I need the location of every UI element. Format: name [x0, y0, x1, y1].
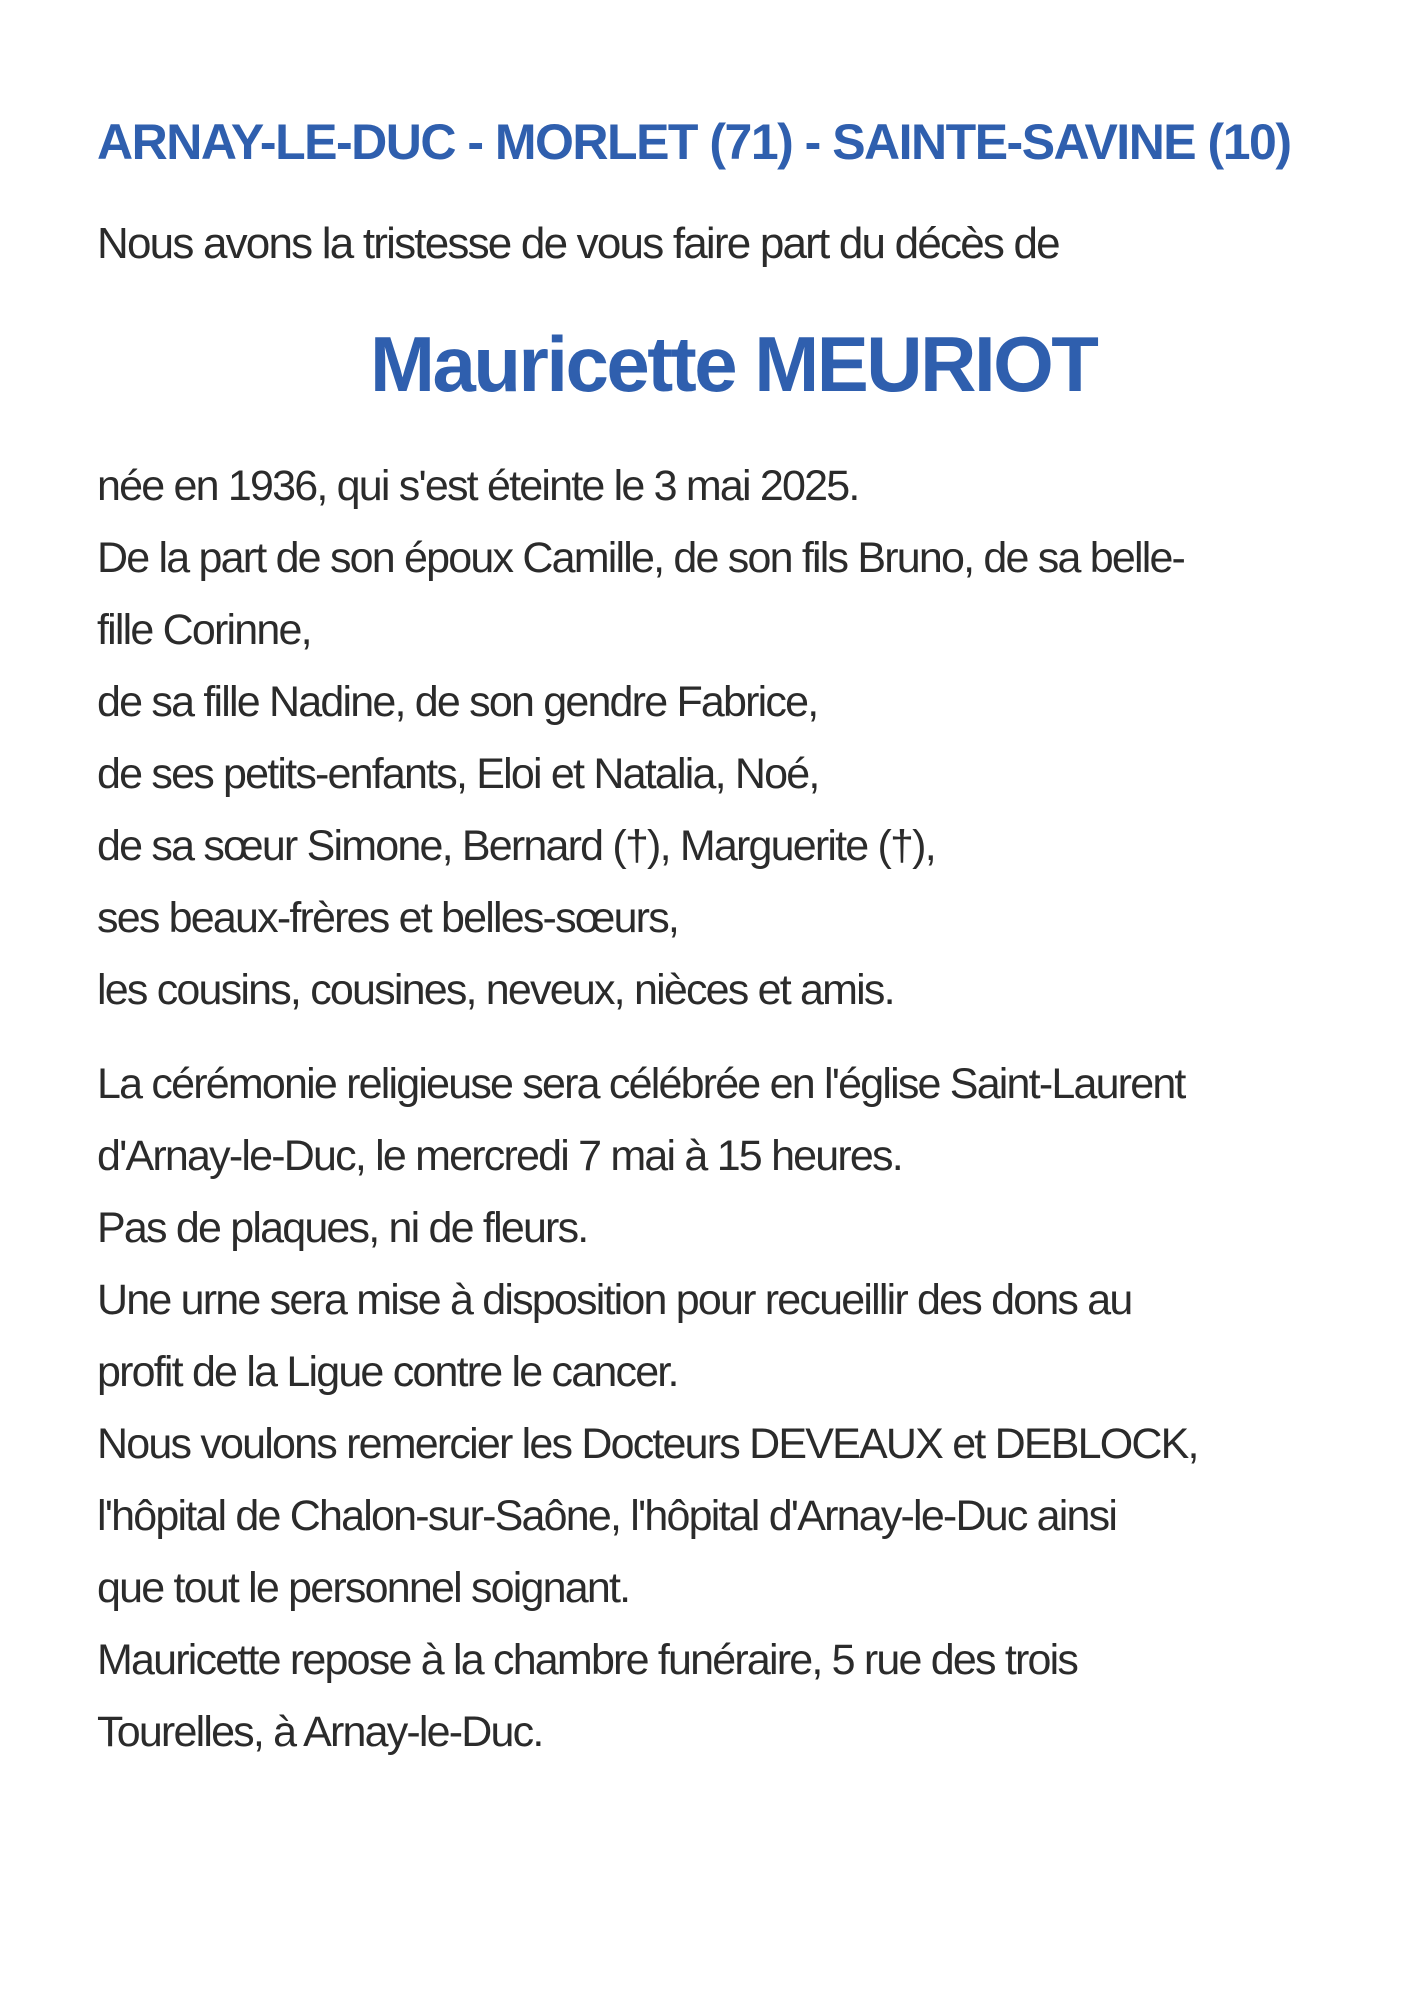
family-line: fille Corinne,	[97, 606, 311, 654]
ceremony-line: d'Arnay-le-Duc, le mercredi 7 mai à 15 heures.	[97, 1132, 902, 1180]
ceremony-line: La cérémonie religieuse sera célébrée en l'église Saint-Laurent	[97, 1060, 1185, 1108]
deceased-name: Mauricette MEURIOT	[370, 320, 1097, 408]
ceremony-line: Une urne sera mise à disposition pour recueillir des dons au	[97, 1276, 1132, 1324]
ceremony-line: l'hôpital de Chalon-sur-Saône, l'hôpital d'Arnay-le-Duc ainsi	[97, 1492, 1117, 1540]
ceremony-line: Pas de plaques, ni de fleurs.	[97, 1204, 588, 1252]
notice-header-locations: ARNAY-LE-DUC - MORLET (71) - SAINTE-SAVINE (10)	[97, 114, 1291, 170]
ceremony-section	[97, 1048, 1337, 1768]
ceremony-line: profit de la Ligue contre le cancer.	[97, 1348, 678, 1396]
family-line: De la part de son époux Camille, de son fils Bruno, de sa belle-	[97, 534, 1185, 582]
ceremony-line: Nous voulons remercier les Docteurs DEVEAUX et DEBLOCK,	[97, 1420, 1198, 1468]
obituary-notice	[97, 110, 1337, 1768]
ceremony-line: Tourelles, à Arnay-le-Duc.	[97, 1708, 543, 1756]
family-line: de sa fille Nadine, de son gendre Fabrice,	[97, 678, 818, 726]
family-line: née en 1936, qui s'est éteinte le 3 mai 2025.	[97, 462, 859, 510]
family-section	[97, 450, 1337, 1026]
family-line: de ses petits-enfants, Eloi et Natalia, Noé,	[97, 750, 819, 798]
ceremony-line: que tout le personnel soignant.	[97, 1564, 630, 1612]
family-line: ses beaux-frères et belles-sœurs,	[97, 894, 679, 942]
ceremony-line: Mauricette repose à la chambre funéraire, 5 rue des trois	[97, 1636, 1078, 1684]
family-line: les cousins, cousines, neveux, nièces et amis.	[97, 966, 894, 1014]
family-line: de sa sœur Simone, Bernard (†), Marguerite (†),	[97, 822, 935, 870]
notice-intro: Nous avons la tristesse de vous faire part du décès de	[97, 219, 1059, 268]
